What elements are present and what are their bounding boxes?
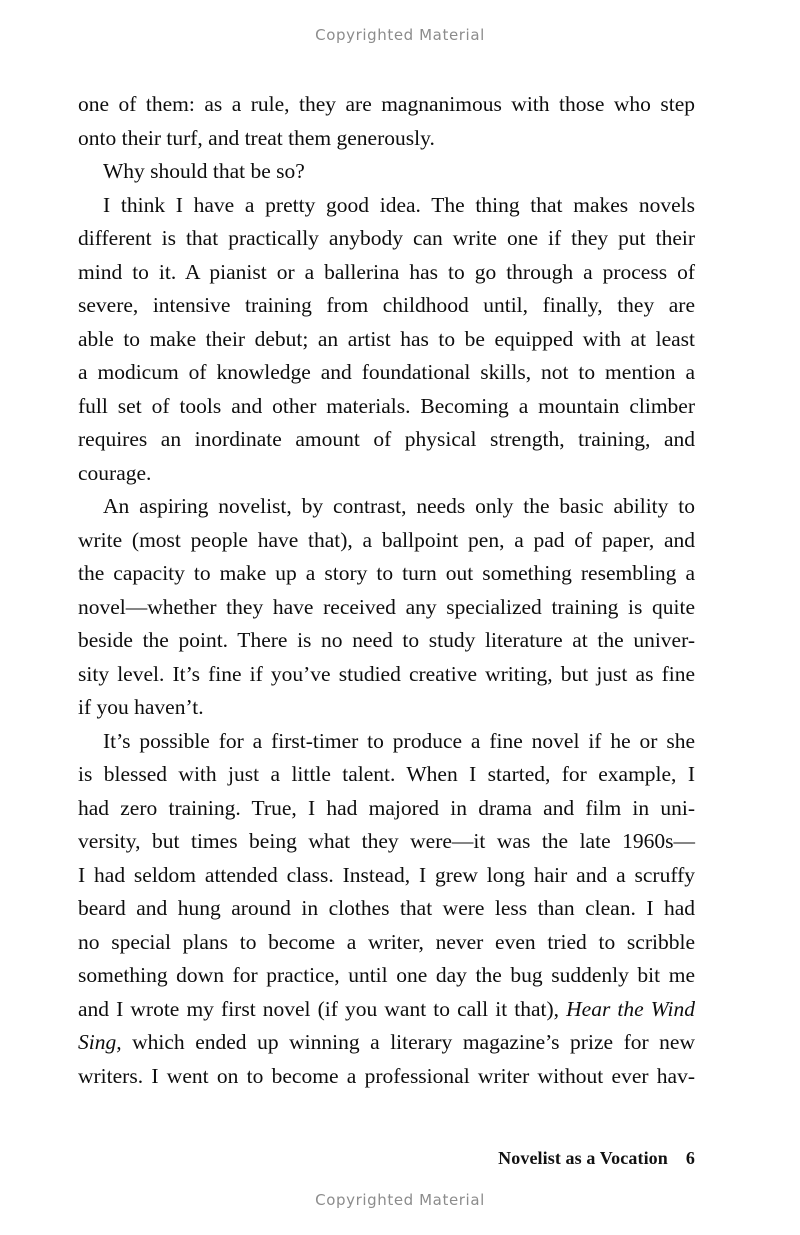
text-line (78, 189, 695, 223)
text-line: is blessed with just a little talent. When I started, for example, I (78, 762, 695, 786)
paragraph-continuation (78, 88, 695, 155)
text-line-content: and I wrote my first novel (if you want to call it that), (78, 996, 567, 1021)
paragraph-first-timer (78, 725, 695, 1094)
book-title-italic: Hear the Wind (566, 996, 695, 1021)
text-line: writers. I went on to become a professional writer without ever hav- (78, 1063, 695, 1088)
text-line: requires an inordinate amount of physical strength, training, and (78, 427, 695, 451)
text-line: no special plans to become a writer, never even tried to scribble (78, 929, 695, 954)
text-line (78, 725, 695, 759)
text-line: different is that practically anybody can write one if they put their (78, 226, 695, 250)
copyrighted-material-watermark-top: Copyrighted Material (315, 26, 485, 44)
text-line: had zero training. True, I had majored in drama and film in uni- (78, 795, 695, 820)
text-line: onto their turf, and treat them generously. (78, 125, 435, 150)
text-line: I had seldom attended class. Instead, I grew long hair and a scruffy (78, 862, 695, 887)
text-line: versity, but times being what they were—it was the late 1960s— (78, 829, 695, 853)
paragraph-aspiring-novelist (78, 490, 695, 725)
text-line-content: Why should that be so? (103, 159, 305, 183)
text-line-content: An aspiring novelist, by contrast, needs only the basic ability to (103, 494, 695, 518)
paragraph-why-should-that-be-so (78, 155, 695, 189)
footer-page-number: 6 (685, 1148, 695, 1168)
text-line: novel—whether they have received any specialized training is quite (78, 594, 695, 619)
footer-book-title: Novelist as a Vocation (498, 1148, 668, 1168)
text-line (78, 155, 695, 189)
text-line-with-book-title (78, 993, 695, 1027)
text-line: a modicum of knowledge and foundational skills, not to mention a (78, 360, 695, 384)
text-line: mind to it. A pianist or a ballerina has to go through a process of (78, 259, 695, 284)
text-line: beside the point. There is no need to study literature at the univer- (78, 628, 695, 652)
text-line: able to make their debut; an artist has to be equipped with at least (78, 326, 695, 351)
text-line: the capacity to make up a story to turn out something resembling a (78, 561, 695, 585)
page-text-block (78, 88, 695, 1093)
text-line: severe, intensive training from childhood until, finally, they are (78, 293, 695, 317)
text-line: beard and hung around in clothes that were less than clean. I had (78, 896, 695, 920)
paragraph-pretty-good-idea (78, 189, 695, 491)
text-line: courage. (78, 460, 152, 485)
text-line: write (most people have that), a ballpoint pen, a pad of paper, and (78, 527, 695, 552)
text-line-content: which ended up winning a literary magazine’s prize for new (121, 1030, 695, 1054)
book-title-italic: Sing, (78, 1030, 122, 1054)
text-line-content: I think I have a pretty good idea. The thing that makes novels (103, 192, 695, 217)
text-line: sity level. It’s fine if you’ve studied creative writing, but just as fine (78, 661, 695, 686)
text-line: one of them: as a rule, they are magnanimous with those who step (78, 92, 695, 116)
text-line: full set of tools and other materials. Becoming a mountain climber (78, 393, 695, 418)
copyrighted-material-watermark-bottom: Copyrighted Material (315, 1191, 485, 1209)
text-line: if you haven’t. (78, 695, 204, 719)
text-line-content: It’s possible for a first-timer to produce a fine novel if he or she (103, 728, 695, 753)
text-line: something down for practice, until one day the bug suddenly bit me (78, 963, 695, 987)
running-footer (78, 1148, 695, 1169)
text-line (78, 490, 695, 524)
text-line-with-book-title (78, 1026, 695, 1060)
